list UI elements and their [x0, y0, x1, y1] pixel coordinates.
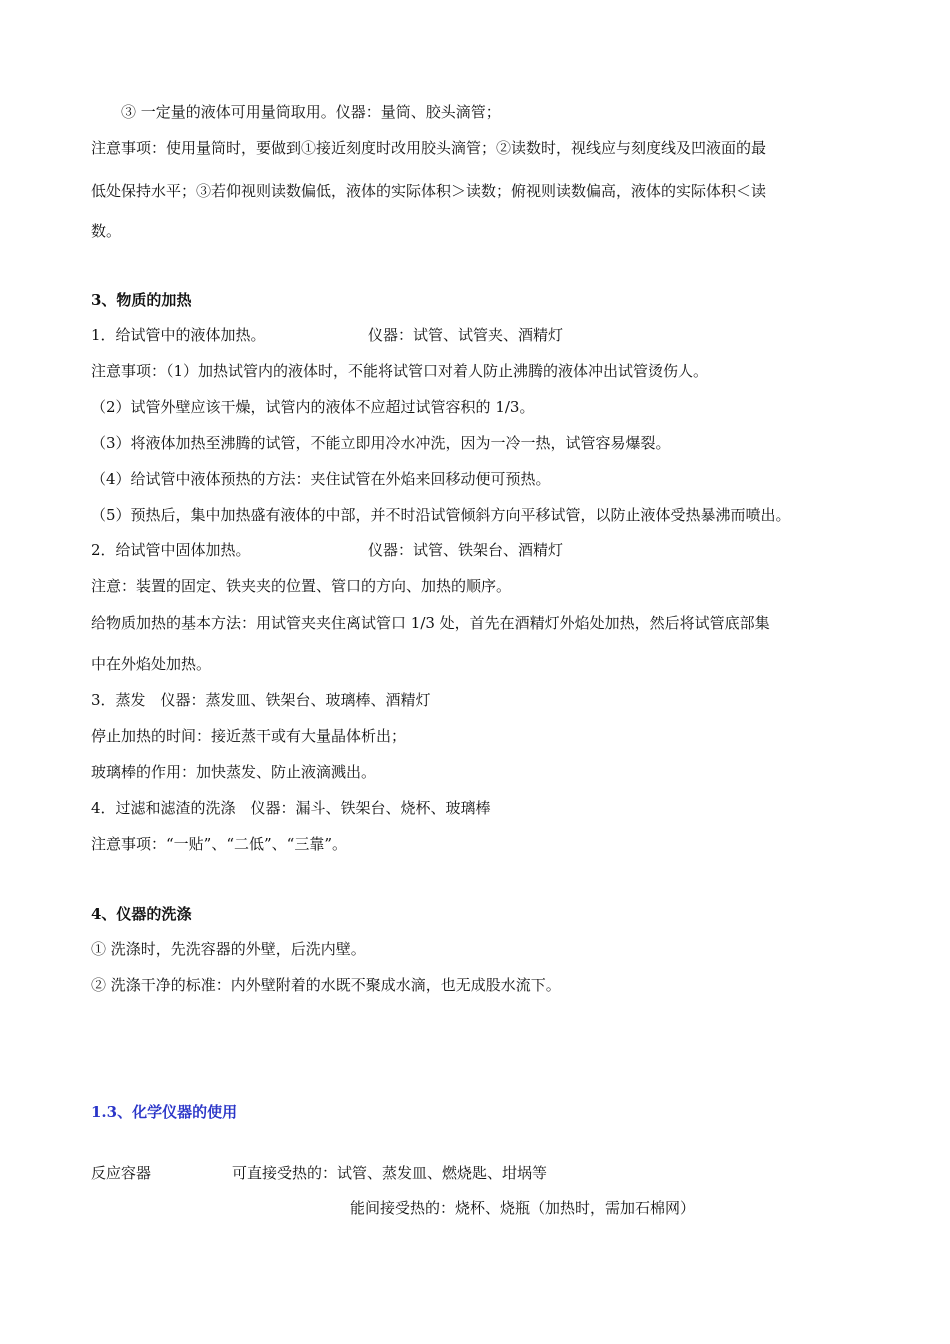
text-line: 1．给试管中的液体加热。 [91, 326, 266, 344]
text-line: 玻璃棒的作用：加快蒸发、防止液滴溅出。 [91, 763, 377, 781]
text-line: 中在外焰处加热。 [91, 655, 212, 673]
text-line: 给物质加热的基本方法：用试管夹夹住离试管口 1/3 处，首先在酒精灯外焰处加热，然后将试管底部集 [91, 614, 770, 632]
text-line: 注意事项：使用量筒时，要做到①接近刻度时改用胶头滴管；②读数时，视线应与刻度线及凹液面的最 [91, 139, 767, 157]
text-line: 2．给试管中固体加热。 [91, 541, 251, 559]
text-line: （3）将液体加热至沸腾的试管，不能立即用冷水冲洗，因为一冷一热，试管容易爆裂。 [91, 434, 671, 452]
text-line: （4）给试管中液体预热的方法：夹住试管在外焰来回移动便可预热。 [91, 470, 551, 488]
section-heading: 3、物质的加热 [91, 291, 192, 309]
text-line: 能间接受热的：烧杯、烧瓶（加热时，需加石棉网） [350, 1199, 696, 1217]
text-line: 低处保持水平；③若仰视则读数偏低，液体的实际体积＞读数；俯视则读数偏高，液体的实际体积＜读 [91, 182, 767, 200]
section-heading: 4、仪器的洗涤 [91, 905, 192, 923]
text-line: 4．过滤和滤渣的洗涤 仪器：漏斗、铁架台、烧杯、玻璃棒 [91, 799, 491, 817]
text-line: 3．蒸发 仪器：蒸发皿、铁架台、玻璃棒、酒精灯 [91, 691, 431, 709]
text-line: 注意事项：（1）加热试管内的液体时，不能将试管口对着人防止沸腾的液体冲出试管烫伤人。 [91, 362, 709, 380]
text-line: 仪器：试管、铁架台、酒精灯 [368, 541, 564, 559]
text-line: （5）预热后，集中加热盛有液体的中部，并不时沿试管倾斜方向平移试管，以防止液体受热暴沸而喷出。 [91, 506, 791, 524]
text-line: （2）试管外壁应该干燥，试管内的液体不应超过试管容积的 1/3。 [91, 398, 535, 416]
text-line: 反应容器 [91, 1164, 152, 1182]
text-line: 可直接受热的：试管、蒸发皿、燃烧匙、坩埚等 [232, 1164, 548, 1182]
text-line: 数。 [91, 222, 122, 240]
text-line: 停止加热的时间：接近蒸干或有大量晶体析出； [91, 727, 407, 745]
text-line: 注意事项：“一贴”、“二低”、“三靠”。 [91, 835, 348, 853]
text-line: ③ 一定量的液体可用量筒取用。仪器：量筒、胶头滴管； [121, 103, 501, 121]
subsection-heading: 1.3、化学仪器的使用 [91, 1103, 238, 1121]
text-line: 注意：装置的固定、铁夹夹的位置、管口的方向、加热的顺序。 [91, 577, 512, 595]
text-line: 仪器：试管、试管夹、酒精灯 [368, 326, 564, 344]
text-line: ② 洗涤干净的标准：内外壁附着的水既不聚成水滴，也无成股水流下。 [91, 976, 561, 994]
text-line: ① 洗涤时，先洗容器的外壁，后洗内壁。 [91, 940, 366, 958]
